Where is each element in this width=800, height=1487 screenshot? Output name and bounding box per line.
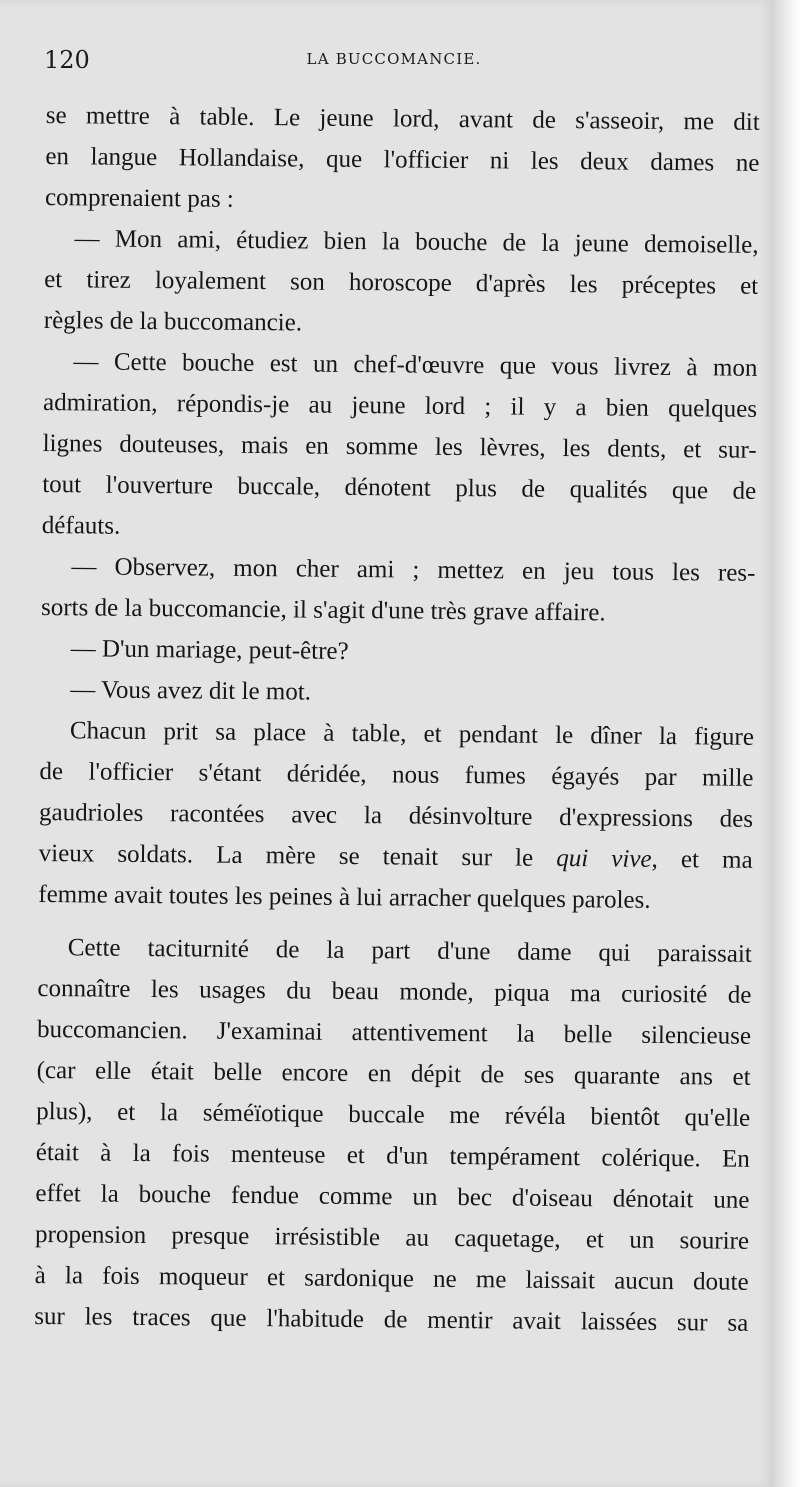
running-title: LA BUCCOMANCIE. (306, 50, 482, 68)
text-segment: vieux soldats. La mère se tenait sur le (38, 839, 557, 872)
text-line: plus), et la séméïotique buccale me révéla bientôt qu'elle (36, 1097, 751, 1132)
italic-phrase: qui vive (556, 844, 652, 873)
paragraph-3 (42, 341, 758, 553)
page-number: 120 (44, 46, 90, 74)
paragraph-4 (41, 546, 756, 635)
paragraph-2 (44, 218, 759, 348)
paragraph-8 (34, 927, 752, 1344)
text-line: et tirez loyalement son horoscope d'après les préceptes et (44, 265, 759, 300)
paragraph-1 (45, 95, 760, 225)
text-line: était à la fois menteuse et d'un tempérament colérique. En (35, 1138, 750, 1173)
text-line: sur les traces que l'habitude de mentir avait laissées sur sa (34, 1302, 749, 1337)
text-line: femme avait toutes les peines à lui arracher quelques paroles. (38, 880, 651, 914)
text-line: Cette taciturnité de la part d'une dame qui paraissait (67, 934, 752, 968)
text-line: — D'un mariage, peut-être? (70, 635, 349, 665)
text-line: admiration, répondis-je au jeune lord ; il y a bien quelques (42, 388, 758, 423)
text-line: buccomancien. J'examinai attentivement la belle silencieuse (36, 1015, 752, 1050)
text-line: — Observez, mon cher ami ; mettez en jeu tous les res- (71, 553, 756, 587)
paragraph-6 (40, 669, 754, 717)
text-line (39, 833, 753, 881)
text-line: défauts. (41, 511, 121, 540)
text-line: Chacun prit sa place à table, et pendant le dîner la figure (69, 717, 754, 751)
text-line: — Vous avez dit le mot. (70, 676, 312, 706)
text-line: lignes douteuses, mais en somme les lèvres, les dents, et sur- (42, 429, 757, 464)
text-line: tout l'ouverture buccale, dénotent plus de qualités que de (42, 470, 757, 505)
text-line: — Mon ami, étudiez bien la bouche de la jeune demoiselle, (74, 225, 759, 259)
text-line: se mettre à table. Le jeune lord, avant de s'asseoir, me dit (45, 101, 760, 136)
text-line: propension presque irrésistible au caquetage, et un sourire (34, 1220, 750, 1255)
body-text (34, 95, 760, 1344)
text-line: à la fois moqueur et sardonique ne me laissait aucun doute (34, 1261, 749, 1296)
text-line: règles de la buccomancie. (43, 306, 303, 337)
text-segment: , et ma (651, 845, 753, 874)
text-line: sorts de la buccomancie, il s'agit d'une très grave affaire. (40, 593, 606, 627)
text-line: (car elle était belle encore en dépit de ses quarante ans et (36, 1056, 751, 1091)
paragraph-7 (38, 710, 754, 922)
text-line: — Cette bouche est un chef-d'œuvre que vous livrez à mon (73, 348, 758, 382)
page-edge (774, 0, 800, 1487)
text-line: en langue Hollandaise, que l'officier ni les deux dames ne (45, 142, 760, 177)
paragraph-5 (40, 628, 754, 676)
text-line: effet la bouche fendue comme un bec d'oiseau dénotait une (35, 1179, 750, 1214)
text-line: gaudrioles racontées avec la désinvolture d'expressions des (38, 798, 754, 833)
page-header (44, 44, 744, 80)
text-line: de l'officier s'étant déridée, nous fumes égayés par mille (39, 757, 754, 792)
text-line: connaître les usages du beau monde, piqua ma curiosité de (37, 974, 752, 1009)
text-line: comprenaient pas : (44, 183, 234, 213)
